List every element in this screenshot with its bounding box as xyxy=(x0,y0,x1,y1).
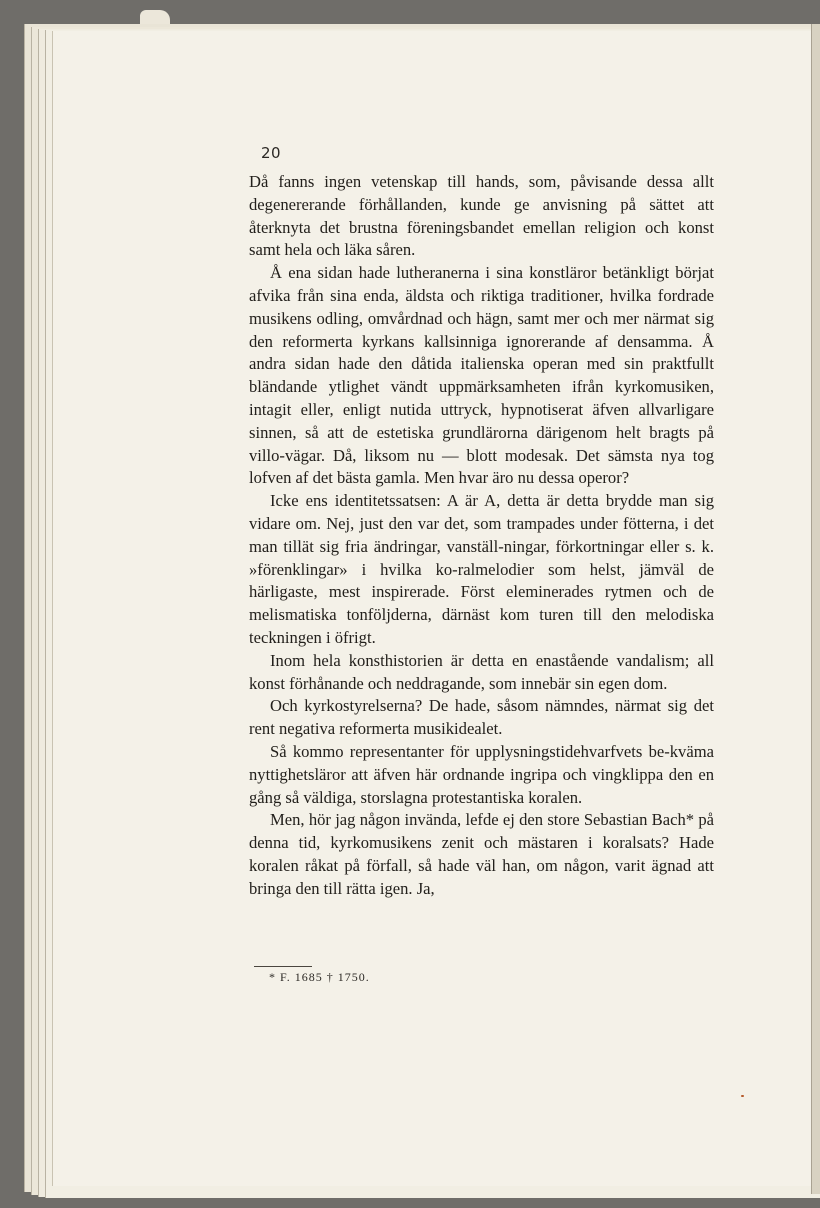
page-number: 20 xyxy=(261,144,282,162)
footnote-rule xyxy=(254,966,312,967)
body-text xyxy=(249,171,714,901)
paragraph: Icke ens identitetssatsen: A är A, detta är detta brydde man sig vidare om. Nej, just den var det, som trampades under fötterna, i det man tillät sig fria ändringar, vanställ-ningar, förkortningar eller s. k. »förenklingar» i hvilka ko-ralmelodier som helst, jämväl de härligaste, mest inspirerade. Först eleminerades rytmen och de melismatiska tonföljderna, därnäst kom turen till den melodiska teckningen i öfrigt. xyxy=(249,491,714,647)
paragraph: Å ena sidan hade lutheranerna i sina konstläror betänkligt börjat afvika från sina enda, äldsta och riktiga traditioner, hvilka fordrade musikens odling, omvårdnad och hägn, samt mer och mer närmat sig den reformerta kyrkans kallsinniga ignorerande af densamma. Å andra sidan hade den dåtida italienska operan med sin praktfullt bländande ytlighet vändt uppmärksamheten ifrån kyrkomusiken, intagit eller, enligt nutida uttryck, hypnotiserat äfven allvarligare sinnen, så att de estetiska grundlärorna därigenom helt bragts på villo-vägar. Då, liksom nu — blott modesak. Det sämsta nya tog lofven af det bästa gamla. Men hvar äro nu dessa operor? xyxy=(249,263,714,488)
adjacent-page-edge xyxy=(811,24,820,1194)
paragraph: Så kommo representanter för upplysningstidehvarfvets be-kväma nyttighetsläror att äfven här ordnande ingripa och vingklippa den en gång så väldiga, storslagna protestantiska koralen. xyxy=(249,741,714,807)
paragraph: Inom hela konsthistorien är detta en enastående vandalism; all konst förhånande och neddragande, som innebär sin egen dom. xyxy=(249,650,714,693)
paragraph: Men, hör jag någon invända, lefde ej den store Sebastian Bach* på denna tid, kyrkomusikens zenit och mästaren i koralsats? Hade koralen råkat på förfall, så hade väl han, om någon, varit ägnad att bringa den till rätta igen. Ja, xyxy=(249,810,714,898)
paragraph: Då fanns ingen vetenskap till hands, som, påvisande dessa allt degenererande förhållanden, kunde ge anvisning på sättet att återknyta det brustna föreningsbandet emellan religion och konst samt hela och läka såren. xyxy=(249,172,714,260)
paper-speck xyxy=(741,1095,744,1097)
paragraph: Och kyrkostyrelserna? De hade, såsom nämndes, närmat sig det rent negativa reformerta musikidealet. xyxy=(249,696,714,739)
footnote: * F. 1685 † 1750. xyxy=(269,970,370,984)
